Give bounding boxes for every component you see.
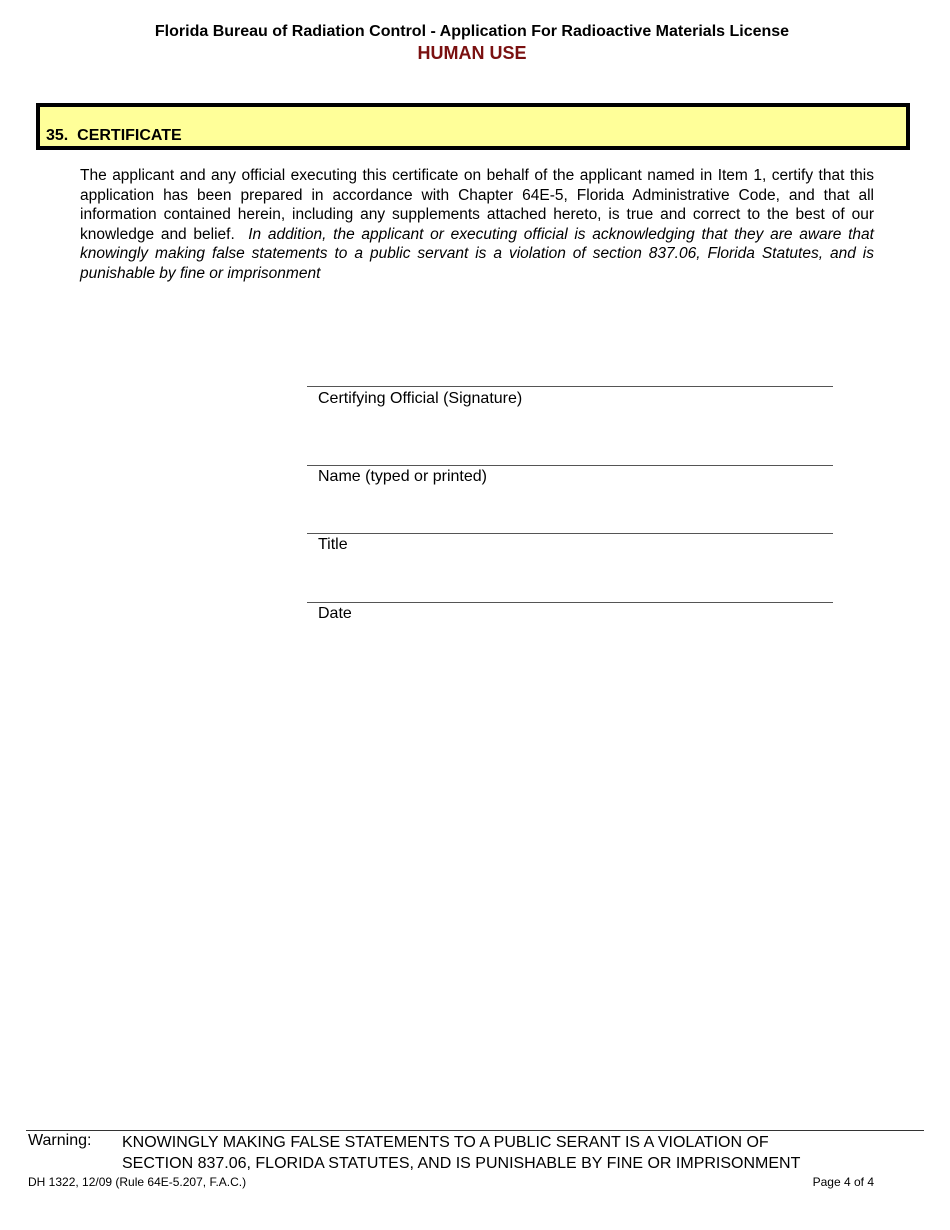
signature-line[interactable] xyxy=(307,386,833,387)
form-identifier: DH 1322, 12/09 (Rule 64E-5.207, F.A.C.) xyxy=(28,1175,247,1189)
date-line[interactable] xyxy=(307,602,833,603)
certificate-body: The applicant and any official executing this certificate on behalf of the applicant named in Item 1, certify that this application has been prepared in accordance with Chapter 64E-5, Florida Administrative Code, and that all information contained herein, including any supplements attached hereto, is true and correct to the best of our knowledge and belief. xyxy=(80,167,874,243)
footer-divider xyxy=(26,1130,924,1131)
section-header-box xyxy=(36,103,910,150)
certificate-statement xyxy=(80,166,874,284)
title-label: Title xyxy=(318,536,348,553)
form-subtitle: HUMAN USE xyxy=(417,43,527,63)
title-line[interactable] xyxy=(307,533,833,534)
section-number: 35. xyxy=(46,127,69,144)
form-title: Florida Bureau of Radiation Control - Application For Radioactive Materials License xyxy=(154,23,790,40)
page-number: Page 4 of 4 xyxy=(812,1175,874,1189)
signature-label: Certifying Official (Signature) xyxy=(318,390,523,407)
warning-label: Warning: xyxy=(28,1132,92,1149)
certificate-acknowledgement: In addition, the applicant or executing official is acknowledging that they are aware that knowingly making false statements to a public servant is a violation of section 837.06, Florida Statutes, and is punishable by fine or imprisonment xyxy=(80,225,874,282)
name-label: Name (typed or printed) xyxy=(318,468,487,485)
date-label: Date xyxy=(318,605,352,622)
warning-line-1: KNOWINGLY MAKING FALSE STATEMENTS TO A PUBLIC SERANT IS A VIOLATION OF xyxy=(122,1134,769,1151)
section-title: CERTIFICATE xyxy=(77,127,182,144)
name-line[interactable] xyxy=(307,465,833,466)
warning-text xyxy=(122,1132,902,1174)
section-heading xyxy=(46,127,182,145)
warning-line-2: SECTION 837.06, FLORIDA STATUTES, AND IS PUNISHABLE BY FINE OR IMPRISONMENT xyxy=(122,1155,801,1172)
